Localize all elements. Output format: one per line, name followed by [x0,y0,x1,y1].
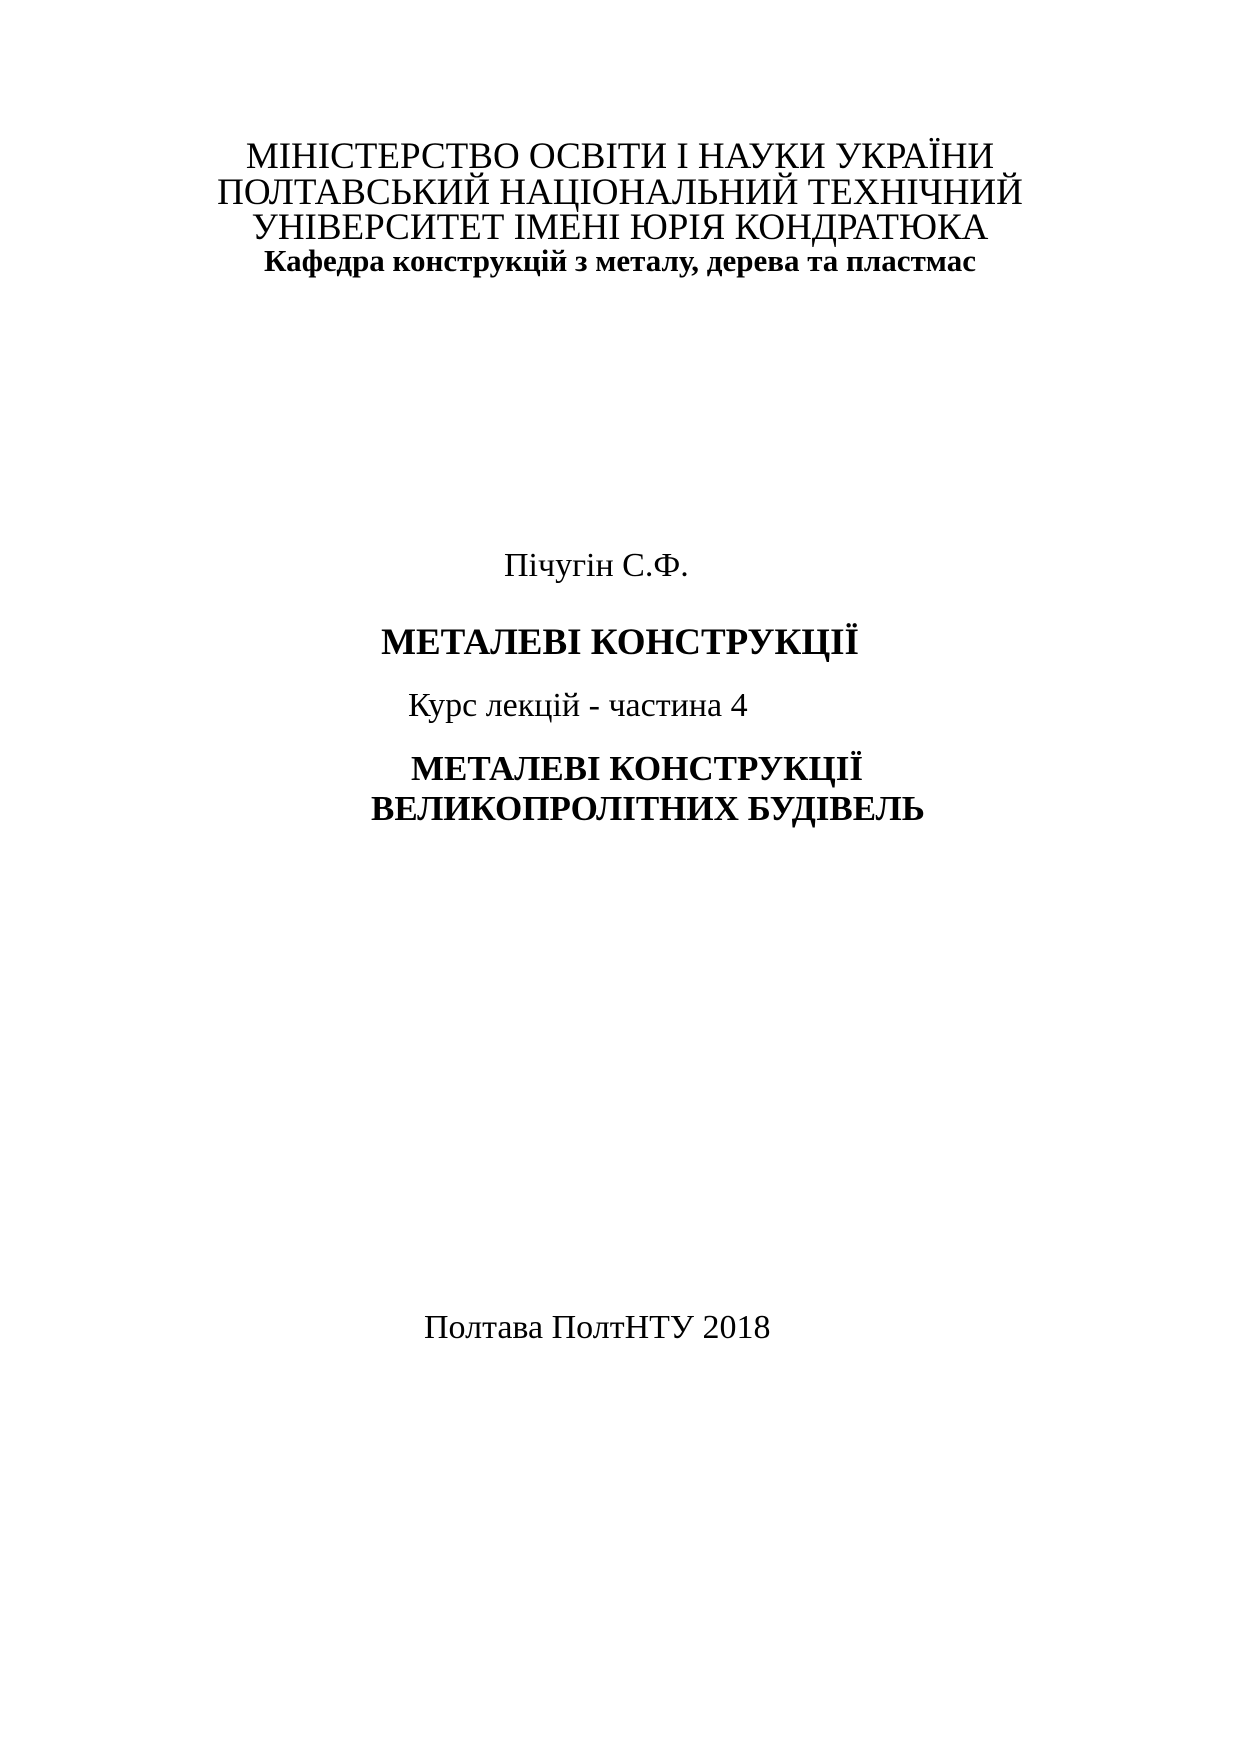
part-title-line-1: МЕТАЛЕВІ КОНСТРУКЦІЇ [411,749,864,788]
publisher-imprint: Полтава ПолтНТУ 2018 [424,1309,771,1346]
department-name: Кафедра конструкцій з металу, дерева та пластмас [264,243,976,278]
book-title: МЕТАЛЕВІ КОНСТРУКЦІЇ [381,622,859,663]
book-subtitle: Курс лекцій - частина 4 [408,687,748,724]
ministry-name: МІНІСТЕРСТВО ОСВІТИ І НАУКИ УКРАЇНИ [245,136,995,177]
university-name-line-1: ПОЛТАВСЬКИЙ НАЦІОНАЛЬНИЙ ТЕХНІЧНИЙ [217,172,1023,213]
author-name: Пічугін С.Ф. [504,547,689,584]
part-title-line-2: ВЕЛИКОПРОЛІТНИХ БУДІВЕЛЬ [371,789,925,828]
university-name-line-2: УНІВЕРСИТЕТ ІМЕНІ ЮРІЯ КОНДРАТЮКА [251,207,989,248]
